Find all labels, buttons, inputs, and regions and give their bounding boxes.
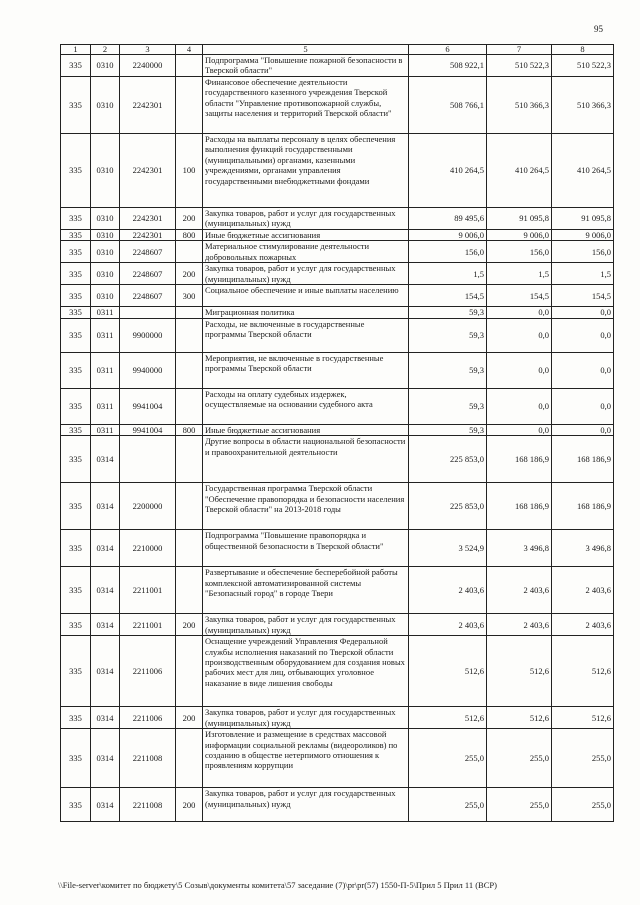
target-code-cell: 2211001 [120,614,176,636]
header-cell: 5 [203,45,409,55]
header-cell: 6 [409,45,487,55]
expense-type-code-cell [176,436,203,483]
header-cell: 8 [552,45,614,55]
table-row [61,483,614,530]
table-row [61,636,614,707]
expense-type-code-cell: 200 [176,263,203,285]
amount-col6-cell: 512,6 [409,707,487,729]
amount-col6-cell: 508 766,1 [409,77,487,134]
target-code-cell [120,307,176,318]
table-row [61,436,614,483]
amount-col7-cell: 0,0 [487,307,552,318]
amount-col7-cell: 255,0 [487,788,552,822]
target-code-cell: 2211008 [120,788,176,822]
target-code-cell: 2211006 [120,636,176,707]
header-row [61,45,614,55]
amount-col7-cell: 255,0 [487,729,552,788]
amount-col6-cell: 9 006,0 [409,230,487,241]
section-code-cell: 0310 [91,208,120,230]
table-row [61,567,614,614]
description-cell: Развертывание и обеспечение бесперебойной работы комплексной автоматизированной системы "Безопасный город" в городе Твери [203,567,409,614]
footer-file-path: \\File-server\комитет по бюджету\5 Созыв\документы комитета\57 заседание (7)\pr\pr(57) 1550-П-5\Прил 5 Прил 11 (ВСР) [58,880,497,890]
target-code-cell: 2211008 [120,729,176,788]
description-cell: Другие вопросы в области национальной безопасности и правоохранительной деятельности [203,436,409,483]
amount-col6-cell: 512,6 [409,636,487,707]
section-code-cell: 0314 [91,729,120,788]
section-code-cell: 0310 [91,55,120,77]
grbs-code-cell: 335 [61,729,91,788]
table-row [61,424,614,435]
section-code-cell: 0310 [91,134,120,208]
amount-col7-cell: 510 522,3 [487,55,552,77]
description-cell: Расходы на выплаты персоналу в целях обеспечения выполнения функций государственными (муниципальными) органами, казенными учреждениями, органами управления государственными внебюджетными фондами [203,134,409,208]
table-row [61,307,614,318]
section-code-cell: 0310 [91,263,120,285]
amount-col8-cell: 2 403,6 [552,614,614,636]
grbs-code-cell: 335 [61,567,91,614]
table-row [61,55,614,77]
section-code-cell: 0310 [91,77,120,134]
section-code-cell: 0311 [91,424,120,435]
amount-col6-cell: 410 264,5 [409,134,487,208]
section-code-cell: 0311 [91,307,120,318]
target-code-cell: 2242301 [120,134,176,208]
target-code-cell: 9941004 [120,388,176,424]
amount-col7-cell: 1,5 [487,263,552,285]
amount-col8-cell: 156,0 [552,241,614,263]
amount-col8-cell: 2 403,6 [552,567,614,614]
section-code-cell: 0314 [91,530,120,567]
description-cell: Государственная программа Тверской области "Обеспечение правопорядка и безопасности населения Тверской области" на 2013-2018 годы [203,483,409,530]
grbs-code-cell: 335 [61,55,91,77]
amount-col7-cell: 2 403,6 [487,567,552,614]
amount-col6-cell: 89 495,6 [409,208,487,230]
section-code-cell: 0311 [91,388,120,424]
amount-col8-cell: 512,6 [552,636,614,707]
section-code-cell: 0311 [91,318,120,352]
grbs-code-cell: 335 [61,307,91,318]
table-row [61,241,614,263]
amount-col7-cell: 0,0 [487,388,552,424]
amount-col8-cell: 410 264,5 [552,134,614,208]
page-number: 95 [594,24,603,34]
section-code-cell: 0314 [91,707,120,729]
expense-type-code-cell [176,483,203,530]
expense-type-code-cell: 300 [176,285,203,307]
amount-col8-cell: 0,0 [552,388,614,424]
section-code-cell: 0310 [91,230,120,241]
amount-col7-cell: 168 186,9 [487,436,552,483]
amount-col7-cell: 9 006,0 [487,230,552,241]
expense-type-code-cell [176,307,203,318]
table-row [61,388,614,424]
table-row [61,77,614,134]
amount-col7-cell: 512,6 [487,707,552,729]
description-cell: Мероприятия, не включенные в государственные программы Тверской области [203,352,409,388]
amount-col8-cell: 510 366,3 [552,77,614,134]
amount-col6-cell: 2 403,6 [409,614,487,636]
target-code-cell: 9940000 [120,352,176,388]
amount-col7-cell: 154,5 [487,285,552,307]
expense-type-code-cell: 800 [176,230,203,241]
table-row [61,134,614,208]
budget-table [60,44,614,822]
amount-col8-cell: 1,5 [552,263,614,285]
amount-col7-cell: 0,0 [487,424,552,435]
target-code-cell: 9900000 [120,318,176,352]
grbs-code-cell: 335 [61,483,91,530]
section-code-cell: 0314 [91,483,120,530]
section-code-cell: 0314 [91,788,120,822]
description-cell: Расходы, не включенные в государственные программы Тверской области [203,318,409,352]
table-row [61,318,614,352]
amount-col7-cell: 3 496,8 [487,530,552,567]
expense-type-code-cell: 200 [176,707,203,729]
section-code-cell: 0314 [91,567,120,614]
target-code-cell: 2211001 [120,567,176,614]
description-cell: Оснащение учреждений Управления Федеральной службы исполнения наказаний по Тверской области производственным оборудованием для создания новых рабочих мест для лиц, отбывающих уголовное наказание в виде лишения свободы [203,636,409,707]
grbs-code-cell: 335 [61,388,91,424]
amount-col6-cell: 225 853,0 [409,436,487,483]
expense-type-code-cell [176,530,203,567]
table-row [61,614,614,636]
expense-type-code-cell [176,388,203,424]
target-code-cell: 2242301 [120,208,176,230]
section-code-cell: 0314 [91,436,120,483]
amount-col6-cell: 2 403,6 [409,567,487,614]
amount-col7-cell: 2 403,6 [487,614,552,636]
amount-col7-cell: 510 366,3 [487,77,552,134]
description-cell: Подпрограмма "Повышение правопорядка и общественной безопасности в Тверской области" [203,530,409,567]
target-code-cell: 2242301 [120,230,176,241]
amount-col6-cell: 3 524,9 [409,530,487,567]
target-code-cell: 2210000 [120,530,176,567]
amount-col8-cell: 510 522,3 [552,55,614,77]
amount-col6-cell: 225 853,0 [409,483,487,530]
amount-col6-cell: 59,3 [409,307,487,318]
target-code-cell: 2248607 [120,285,176,307]
expense-type-code-cell [176,241,203,263]
amount-col6-cell: 59,3 [409,388,487,424]
description-cell: Закупка товаров, работ и услуг для государственных (муниципальных) нужд [203,707,409,729]
section-code-cell: 0314 [91,614,120,636]
amount-col6-cell: 255,0 [409,729,487,788]
amount-col6-cell: 59,3 [409,318,487,352]
target-code-cell: 2211006 [120,707,176,729]
expense-type-code-cell: 200 [176,208,203,230]
table-row [61,263,614,285]
target-code-cell: 9941004 [120,424,176,435]
table-row [61,230,614,241]
grbs-code-cell: 335 [61,707,91,729]
amount-col7-cell: 0,0 [487,318,552,352]
description-cell: Социальное обеспечение и иные выплаты населению [203,285,409,307]
amount-col8-cell: 0,0 [552,318,614,352]
amount-col6-cell: 255,0 [409,788,487,822]
expense-type-code-cell [176,55,203,77]
description-cell: Финансовое обеспечение деятельности государственного казенного учреждения Тверской области "Управление противопожарной службы, защиты населения и территорий Тверской области" [203,77,409,134]
grbs-code-cell: 335 [61,241,91,263]
description-cell: Закупка товаров, работ и услуг для государственных (муниципальных) нужд [203,788,409,822]
table-row [61,788,614,822]
amount-col8-cell: 255,0 [552,729,614,788]
header-cell: 4 [176,45,203,55]
grbs-code-cell: 335 [61,424,91,435]
amount-col8-cell: 0,0 [552,307,614,318]
section-code-cell: 0310 [91,285,120,307]
amount-col8-cell: 9 006,0 [552,230,614,241]
expense-type-code-cell [176,729,203,788]
grbs-code-cell: 335 [61,352,91,388]
grbs-code-cell: 335 [61,77,91,134]
expense-type-code-cell [176,77,203,134]
amount-col7-cell: 512,6 [487,636,552,707]
amount-col6-cell: 59,3 [409,352,487,388]
expense-type-code-cell [176,567,203,614]
amount-col7-cell: 168 186,9 [487,483,552,530]
grbs-code-cell: 335 [61,636,91,707]
amount-col7-cell: 156,0 [487,241,552,263]
table-row [61,707,614,729]
grbs-code-cell: 335 [61,530,91,567]
description-cell: Закупка товаров, работ и услуг для государственных (муниципальных) нужд [203,614,409,636]
target-code-cell: 2248607 [120,241,176,263]
amount-col6-cell: 156,0 [409,241,487,263]
header-cell: 2 [91,45,120,55]
amount-col8-cell: 0,0 [552,424,614,435]
amount-col8-cell: 91 095,8 [552,208,614,230]
expense-type-code-cell: 800 [176,424,203,435]
amount-col8-cell: 154,5 [552,285,614,307]
expense-type-code-cell [176,636,203,707]
amount-col6-cell: 59,3 [409,424,487,435]
description-cell: Закупка товаров, работ и услуг для государственных (муниципальных) нужд [203,208,409,230]
amount-col6-cell: 154,5 [409,285,487,307]
grbs-code-cell: 335 [61,263,91,285]
target-code-cell: 2242301 [120,77,176,134]
grbs-code-cell: 335 [61,436,91,483]
grbs-code-cell: 335 [61,318,91,352]
expense-type-code-cell: 200 [176,788,203,822]
description-cell: Закупка товаров, работ и услуг для государственных (муниципальных) нужд [203,263,409,285]
amount-col8-cell: 3 496,8 [552,530,614,567]
header-cell: 7 [487,45,552,55]
grbs-code-cell: 335 [61,614,91,636]
description-cell: Миграционная политика [203,307,409,318]
amount-col8-cell: 255,0 [552,788,614,822]
amount-col7-cell: 410 264,5 [487,134,552,208]
grbs-code-cell: 335 [61,788,91,822]
expense-type-code-cell [176,352,203,388]
grbs-code-cell: 335 [61,285,91,307]
amount-col8-cell: 0,0 [552,352,614,388]
table-row [61,352,614,388]
expense-type-code-cell: 200 [176,614,203,636]
header-cell: 3 [120,45,176,55]
grbs-code-cell: 335 [61,134,91,208]
expense-type-code-cell: 100 [176,134,203,208]
amount-col8-cell: 168 186,9 [552,483,614,530]
target-code-cell [120,436,176,483]
amount-col7-cell: 0,0 [487,352,552,388]
description-cell: Изготовление и размещение в средствах массовой информации социальной рекламы (видеороликов) по созданию в обществе нетерпимого отношения к проявлениям коррупции [203,729,409,788]
description-cell: Иные бюджетные ассигнования [203,230,409,241]
amount-col7-cell: 91 095,8 [487,208,552,230]
header-cell: 1 [61,45,91,55]
section-code-cell: 0314 [91,636,120,707]
table-row [61,530,614,567]
target-code-cell: 2200000 [120,483,176,530]
table-row [61,729,614,788]
amount-col6-cell: 508 922,1 [409,55,487,77]
description-cell: Иные бюджетные ассигнования [203,424,409,435]
section-code-cell: 0311 [91,352,120,388]
grbs-code-cell: 335 [61,208,91,230]
expense-type-code-cell [176,318,203,352]
amount-col8-cell: 168 186,9 [552,436,614,483]
table-row [61,208,614,230]
grbs-code-cell: 335 [61,230,91,241]
amount-col8-cell: 512,6 [552,707,614,729]
section-code-cell: 0310 [91,241,120,263]
description-cell: Материальное стимулирование деятельности добровольных пожарных [203,241,409,263]
table-body [61,55,614,822]
amount-col6-cell: 1,5 [409,263,487,285]
table-row [61,285,614,307]
target-code-cell: 2240000 [120,55,176,77]
description-cell: Подпрограмма "Повышение пожарной безопасности в Тверской области" [203,55,409,77]
target-code-cell: 2248607 [120,263,176,285]
description-cell: Расходы на оплату судебных издержек, осуществляемые на основании судебного акта [203,388,409,424]
